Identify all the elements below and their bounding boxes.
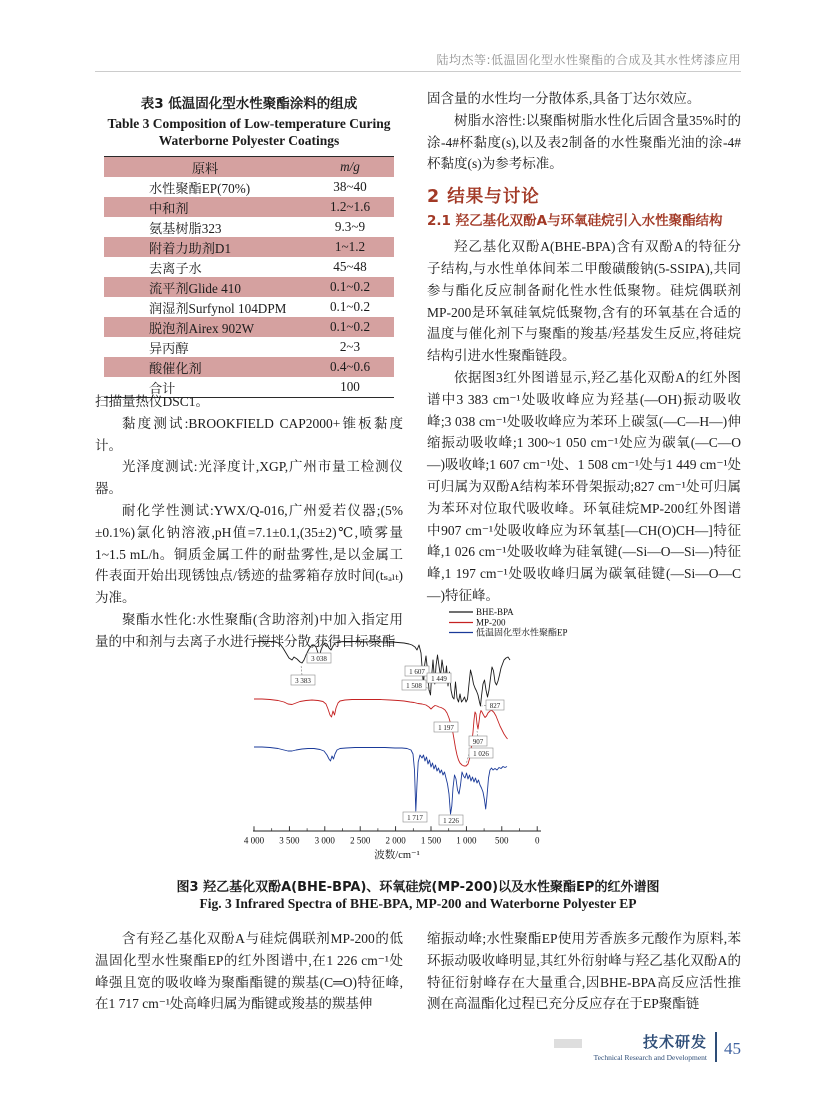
amount-cell: 45~48 <box>333 259 367 274</box>
table3-row <box>104 337 394 357</box>
x-axis-title: 波数/cm⁻¹ <box>374 850 420 861</box>
paragraph: 羟乙基化双酚A(BHE-BPA)含有双酚A的特征分子结构,与水性单体间苯二甲酸磺酸钠(5-SSIPA),共同参与酯化反应制备耐化性水性低聚物。硅烷偶联剂MP-200是环氧硅氧烷低聚物,含有的环氧基在合适的温度与催化剂下与聚酯的羧基/羟基发生反应,将硅烷结构引进水性聚酯链段。 <box>427 239 741 364</box>
table3-row <box>104 277 394 297</box>
annotation-leader <box>301 665 302 675</box>
footer-section-cn: 技术研发 <box>642 1033 707 1051</box>
section-heading: 2 结果与讨论 <box>427 187 540 208</box>
bottom-left-text <box>95 928 403 1015</box>
table3-row <box>104 357 394 377</box>
ir-spectra-chart <box>240 598 660 868</box>
peak-label: 3 038 <box>311 654 327 663</box>
amount-cell: 0.1~0.2 <box>329 319 371 334</box>
x-tick-label: 500 <box>495 835 509 846</box>
material-cell: 润湿剂Surfynol 104DPM <box>149 300 287 316</box>
spectrum-curve <box>254 642 510 707</box>
peak-label: 1 449 <box>431 674 447 683</box>
peak-label: 1 026 <box>473 749 489 758</box>
figure3 <box>240 598 660 868</box>
legend-label: BHE-BPA <box>476 607 514 618</box>
figure3-caption-en: Fig. 3 Infrared Spectra of BHE-BPA, MP-200 and Waterborne Polyester EP <box>199 896 637 911</box>
amount-cell: 9.3~9 <box>334 219 366 234</box>
amount-cell: 2~3 <box>339 339 361 354</box>
table3-title-en <box>95 116 403 149</box>
header-divider <box>95 71 741 72</box>
material-cell: 合计 <box>149 380 176 396</box>
table3-title-en-line1: Table 3 Composition of Low-temperature Curing <box>107 116 391 131</box>
amount-cell: 0.4~0.6 <box>329 359 371 374</box>
right-body-paragraphs <box>427 236 741 607</box>
peak-label: 1 508 <box>406 681 422 690</box>
paragraph: 树脂水溶性:以聚酯树脂水性化后固含量35%时的涂-4#杯黏度(s),以及表2制备的水性聚酯光油的涂-4#杯黏度(s)为参考标准。 <box>427 112 741 172</box>
table3-header-row <box>104 157 394 178</box>
table3-row <box>104 237 394 257</box>
table3-row <box>104 217 394 237</box>
amount-cell: 1~1.2 <box>334 239 366 254</box>
legend-label: 低温固化型水性聚酯EP <box>476 627 568 638</box>
amount-cell: 0.1~0.2 <box>329 279 371 294</box>
amount-cell: 100 <box>340 379 360 394</box>
material-cell: 氨基树脂323 <box>149 220 222 236</box>
paragraph: 含有羟乙基化双酚A与硅烷偶联剂MP-200的低温固化型水性聚酯EP的红外图谱中,在1 226 cm⁻¹处峰强且宽的吸收峰为聚酯酯键的羰基(C═O)特征峰,在1 717 cm⁻¹处高峰归属为酯键或羧基的羰基伸 <box>95 931 403 1012</box>
paragraph: 缩振动峰;水性聚酯EP使用芳香族多元酸作为原料,苯环振动吸收峰明显,其红外衍射峰与羟乙基化双酚A的特征衍射峰存在大量重合,因BHE-BPA高反应活性推测在高温酯化过程已充分反应存在于EP聚酯链 <box>427 931 741 1012</box>
table3-title-en-line2: Waterborne Polyester Coatings <box>158 132 340 148</box>
right-column-text <box>427 88 741 607</box>
right-top-paragraphs <box>427 88 741 175</box>
figure3-caption-cn: 图3 羟乙基化双酚A(BHE-BPA)、环氧硅烷(MP-200)以及水性聚酯EP的红外谱图 <box>176 880 660 895</box>
peak-label: 3 383 <box>295 676 311 685</box>
table3-row <box>104 257 394 277</box>
table3-col-mass: m/g <box>340 159 360 174</box>
page-footer <box>554 1031 741 1062</box>
material-cell: 水性聚酯EP(70%) <box>149 180 251 196</box>
x-tick-label: 2 500 <box>350 835 371 846</box>
paragraph: 聚酯水性化:水性聚酯(含助溶剂)中加入指定用量的中和剂与去离子水进行搅拌分散,获得目标聚酯 <box>95 611 403 649</box>
material-cell: 去离子水 <box>149 260 202 276</box>
x-tick-label: 3 000 <box>314 835 335 846</box>
table3-body <box>104 177 394 398</box>
paragraph: 扫描量热仪DSC1。 <box>95 394 210 409</box>
material-cell: 中和剂 <box>149 200 189 216</box>
peak-label: 1 717 <box>407 813 423 822</box>
paragraph: 耐化学性测试:YWX/Q-016,广州爱若仪器;(5%±0.1%)氯化钠溶液,pH值=7.1±0.1,(35±2)℃,喷雾量1~1.5 mL/h。铜质金属工件的耐盐雾性,是以金属工件表面开始出现锈蚀点/锈迹的盐雾箱存放时间(tₛₐₗₜ)为准。 <box>95 502 403 606</box>
material-cell: 流平剂Glide 410 <box>149 280 241 296</box>
table3-row <box>104 177 394 197</box>
material-cell: 脱泡剂Airex 902W <box>149 320 255 336</box>
x-tick-label: 0 <box>534 835 540 846</box>
peak-label: 1 607 <box>409 667 425 676</box>
legend-label: MP-200 <box>476 617 506 628</box>
footer-divider-bar <box>715 1032 717 1062</box>
annotation-leader <box>477 731 478 736</box>
table3-row <box>104 197 394 217</box>
paragraph: 黏度测试:BROOKFIELD CAP2000+锥板黏度计。 <box>95 415 403 453</box>
x-tick-label: 1 500 <box>420 835 442 846</box>
material-cell: 异丙醇 <box>149 340 189 356</box>
paragraph: 依据图3红外图谱显示,羟乙基化双酚A的红外图谱中3 383 cm⁻¹处吸收峰应为羟基(—OH)振动吸收峰;3 038 cm⁻¹处吸收峰应为苯环上碳氢(—C—H—)伸缩振动吸收峰;1 300~1 050 cm⁻¹处应为碳氧(—C—O—)吸收峰;1 607 cm⁻¹处、1 508 cm⁻¹处与1 449 cm⁻¹处可归属为双酚A结构苯环骨架振动;827 cm⁻¹处可归属为苯环对位取代吸收峰。环氧硅烷MP-200红外图谱中907 cm⁻¹处吸收峰应为环氧基[—CH(O)CH—]特征峰,1 026 cm⁻¹处吸收峰为硅氧键(—Si—O—Si—)特征峰,1 197 cm⁻¹处吸收峰归属为碳氧硅键(—Si—O—C—)特征峰。 <box>427 369 741 603</box>
table3-col-material: 原料 <box>191 160 219 176</box>
table3-title-cn: 表3 低温固化型水性聚酯涂料的组成 <box>140 96 358 112</box>
running-head: 陆均杰等:低温固化型水性聚酯的合成及其水性烤漆应用 <box>436 53 741 67</box>
peak-label: 1 197 <box>438 723 454 732</box>
material-cell: 酸催化剂 <box>149 360 202 376</box>
x-tick-label: 1 000 <box>456 835 477 846</box>
annotation-leader <box>482 706 487 707</box>
bottom-right-text <box>427 928 741 1015</box>
amount-cell: 1.2~1.6 <box>329 199 371 214</box>
footer-section <box>594 1031 707 1062</box>
footer-section-en: Technical Research and Development <box>593 1053 707 1062</box>
x-tick-label: 3 500 <box>279 835 300 846</box>
footer-decoration <box>554 1039 582 1048</box>
paragraph: 光泽度测试:光泽度计,XGP,广州市量工检测仪器。 <box>95 459 403 497</box>
page-number: 45 <box>724 1038 741 1058</box>
peak-label: 1 226 <box>443 816 459 825</box>
amount-cell: 0.1~0.2 <box>329 299 371 314</box>
subsection-heading: 2.1 羟乙基化双酚A与环氧硅烷引入水性聚酯结构 <box>427 213 723 230</box>
table3-row <box>104 317 394 337</box>
table3-row <box>104 297 394 317</box>
amount-cell: 38~40 <box>333 179 367 194</box>
material-cell: 附着力助剂D1 <box>149 240 232 256</box>
paragraph: 固含量的水性均一分散体系,具备丁达尔效应。 <box>427 91 701 106</box>
x-tick-label: 2 000 <box>385 835 406 846</box>
table3-block <box>95 92 403 398</box>
peak-label: 827 <box>489 701 501 710</box>
x-tick-label: 4 000 <box>243 835 265 846</box>
table3 <box>104 156 394 398</box>
peak-label: 907 <box>472 737 484 746</box>
